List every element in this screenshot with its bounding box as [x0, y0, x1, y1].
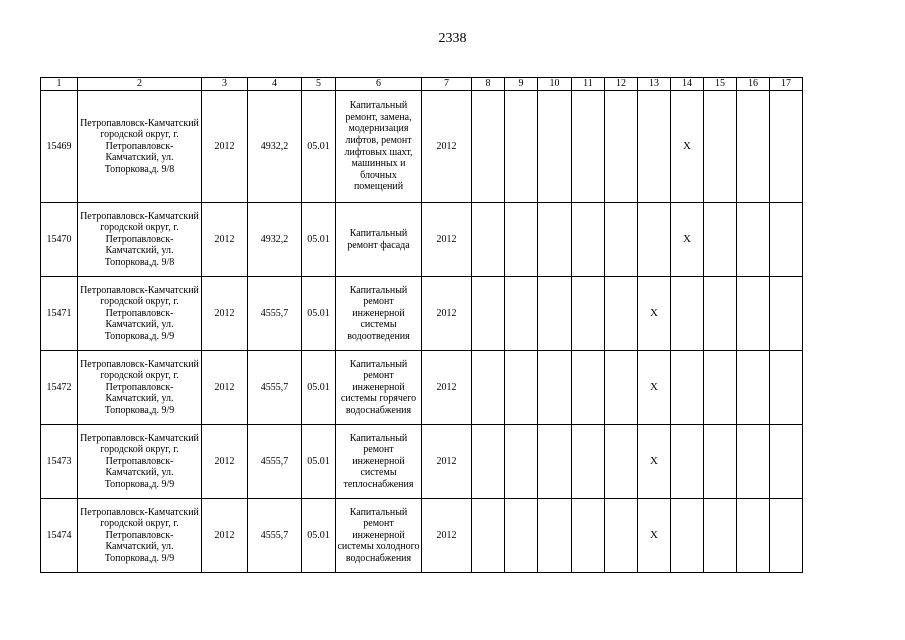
empty-cell — [737, 425, 770, 499]
row-code: 05.01 — [302, 203, 336, 277]
row-plan-year: 2012 — [422, 351, 472, 425]
table-row — [41, 91, 803, 203]
empty-cell — [737, 203, 770, 277]
empty-cell — [538, 277, 572, 351]
row-work-type: Капитальный ремонт, замена, модернизация лифтов, ремонт лифтовых шахт, машинных и блочных помещений — [336, 91, 422, 203]
column-header: 8 — [472, 78, 505, 91]
empty-cell — [671, 351, 704, 425]
empty-cell — [472, 91, 505, 203]
empty-cell — [704, 203, 737, 277]
column-header: 6 — [336, 78, 422, 91]
empty-cell — [472, 499, 505, 573]
column-header: 2 — [78, 78, 202, 91]
empty-cell — [572, 91, 605, 203]
column-header: 12 — [605, 78, 638, 91]
row-id: 15470 — [41, 203, 78, 277]
row-area: 4555,7 — [248, 499, 302, 573]
empty-cell — [770, 277, 803, 351]
row-code: 05.01 — [302, 425, 336, 499]
empty-cell — [770, 425, 803, 499]
column-header: 9 — [505, 78, 538, 91]
row-area: 4555,7 — [248, 277, 302, 351]
empty-cell — [770, 203, 803, 277]
row-code: 05.01 — [302, 277, 336, 351]
row-id: 15474 — [41, 499, 78, 573]
row-address: Петропавловск-Камчатский городской округ, г. Петропавловск-Камчатский, ул. Топоркова,д. 9/8 — [78, 203, 202, 277]
empty-cell — [770, 499, 803, 573]
column-header: 3 — [202, 78, 248, 91]
row-mark: X — [638, 425, 671, 499]
empty-cell — [704, 277, 737, 351]
empty-cell — [770, 91, 803, 203]
empty-cell — [671, 277, 704, 351]
row-mark: X — [638, 277, 671, 351]
empty-cell — [472, 351, 505, 425]
empty-cell — [505, 425, 538, 499]
row-year: 2012 — [202, 499, 248, 573]
row-plan-year: 2012 — [422, 499, 472, 573]
empty-cell — [737, 351, 770, 425]
empty-cell — [538, 203, 572, 277]
empty-cell — [505, 351, 538, 425]
row-year: 2012 — [202, 277, 248, 351]
column-header: 10 — [538, 78, 572, 91]
empty-cell — [737, 499, 770, 573]
empty-cell — [505, 277, 538, 351]
row-code: 05.01 — [302, 91, 336, 203]
empty-cell — [737, 277, 770, 351]
empty-cell — [472, 277, 505, 351]
empty-cell — [538, 91, 572, 203]
empty-cell — [572, 277, 605, 351]
row-address: Петропавловск-Камчатский городской округ, г. Петропавловск-Камчатский, ул. Топоркова,д. 9/9 — [78, 351, 202, 425]
row-work-type: Капитальный ремонт инженерной системы горячего водоснабжения — [336, 351, 422, 425]
table-row — [41, 499, 803, 573]
table-row — [41, 203, 803, 277]
empty-cell — [572, 203, 605, 277]
table-row — [41, 277, 803, 351]
empty-cell — [572, 351, 605, 425]
row-area: 4932,2 — [248, 91, 302, 203]
row-year: 2012 — [202, 91, 248, 203]
row-code: 05.01 — [302, 351, 336, 425]
row-plan-year: 2012 — [422, 203, 472, 277]
empty-cell — [704, 91, 737, 203]
column-header: 4 — [248, 78, 302, 91]
empty-cell — [671, 425, 704, 499]
empty-cell — [572, 425, 605, 499]
column-header: 13 — [638, 78, 671, 91]
row-address: Петропавловск-Камчатский городской округ, г. Петропавловск-Камчатский, ул. Топоркова,д. 9/9 — [78, 499, 202, 573]
row-address: Петропавловск-Камчатский городской округ, г. Петропавловск-Камчатский, ул. Топоркова,д. 9/9 — [78, 277, 202, 351]
row-work-type: Капитальный ремонт фасада — [336, 203, 422, 277]
empty-cell — [605, 351, 638, 425]
empty-cell — [505, 91, 538, 203]
row-mark: X — [638, 351, 671, 425]
column-header: 7 — [422, 78, 472, 91]
empty-cell — [505, 203, 538, 277]
row-year: 2012 — [202, 425, 248, 499]
empty-cell — [770, 351, 803, 425]
row-year: 2012 — [202, 203, 248, 277]
column-header: 16 — [737, 78, 770, 91]
empty-cell — [638, 203, 671, 277]
empty-cell — [605, 91, 638, 203]
table-row — [41, 351, 803, 425]
column-header: 11 — [572, 78, 605, 91]
empty-cell — [572, 499, 605, 573]
empty-cell — [704, 425, 737, 499]
row-plan-year: 2012 — [422, 277, 472, 351]
column-header: 5 — [302, 78, 336, 91]
page-number: 2338 — [438, 31, 467, 46]
row-year: 2012 — [202, 351, 248, 425]
row-mark: X — [671, 91, 704, 203]
empty-cell — [737, 91, 770, 203]
column-header: 14 — [671, 78, 704, 91]
row-plan-year: 2012 — [422, 91, 472, 203]
empty-cell — [472, 425, 505, 499]
row-mark: X — [638, 499, 671, 573]
empty-cell — [704, 499, 737, 573]
row-id: 15471 — [41, 277, 78, 351]
row-id: 15469 — [41, 91, 78, 203]
row-mark: X — [671, 203, 704, 277]
row-address: Петропавловск-Камчатский городской округ, г. Петропавловск-Камчатский, ул. Топоркова,д. 9/9 — [78, 425, 202, 499]
empty-cell — [605, 203, 638, 277]
empty-cell — [538, 425, 572, 499]
table-header-row — [41, 78, 803, 91]
empty-cell — [605, 499, 638, 573]
empty-cell — [538, 499, 572, 573]
row-id: 15473 — [41, 425, 78, 499]
table-row — [41, 425, 803, 499]
row-area: 4932,2 — [248, 203, 302, 277]
empty-cell — [472, 203, 505, 277]
column-header: 15 — [704, 78, 737, 91]
empty-cell — [538, 351, 572, 425]
empty-cell — [505, 499, 538, 573]
empty-cell — [605, 425, 638, 499]
row-work-type: Капитальный ремонт инженерной системы водоотведения — [336, 277, 422, 351]
row-plan-year: 2012 — [422, 425, 472, 499]
empty-cell — [605, 277, 638, 351]
column-header: 1 — [41, 78, 78, 91]
row-area: 4555,7 — [248, 351, 302, 425]
row-id: 15472 — [41, 351, 78, 425]
row-code: 05.01 — [302, 499, 336, 573]
register-table — [40, 77, 803, 573]
row-area: 4555,7 — [248, 425, 302, 499]
empty-cell — [671, 499, 704, 573]
row-address: Петропавловск-Камчатский городской округ, г. Петропавловск-Камчатский, ул. Топоркова,д. 9/8 — [78, 91, 202, 203]
empty-cell — [704, 351, 737, 425]
row-work-type: Капитальный ремонт инженерной системы холодного водоснабжения — [336, 499, 422, 573]
row-work-type: Капитальный ремонт инженерной системы теплоснабжения — [336, 425, 422, 499]
empty-cell — [638, 91, 671, 203]
column-header: 17 — [770, 78, 803, 91]
